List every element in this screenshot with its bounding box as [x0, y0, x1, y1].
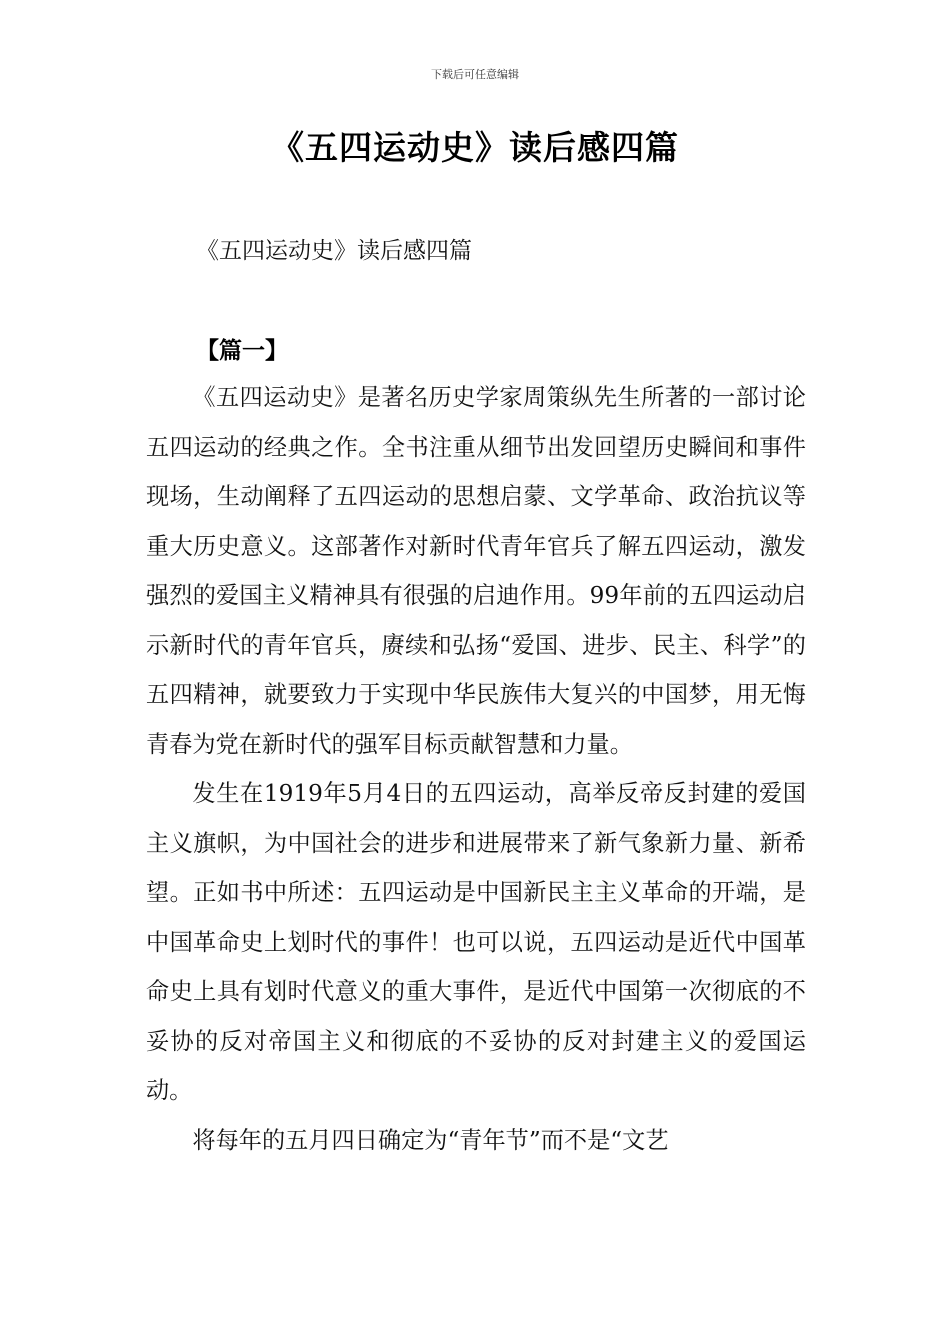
paragraph: 《五四运动史》是著名历史学家周策纵先生所著的一部讨论五四运动的经典之作。全书注重从细节出发回望历史瞬间和事件现场，生动阐释了五四运动的思想启蒙、文学革命、政治抗议等重大历史意义。这部著作对新时代青年官兵了解五四运动，激发强烈的爱国主义精神具有很强的启迪作用。99年前的五四运动启示新时代的青年官兵，赓续和弘扬“爱国、进步、民主、科学”的五四精神，就要致力于实现中华民族伟大复兴的中国梦，用无悔青春为党在新时代的强军目标贡献智慧和力量。	[146, 384, 806, 758]
document-subtitle: 《五四运动史》读后感四篇	[196, 238, 472, 264]
document-title: 《五四运动史》读后感四篇	[271, 128, 679, 167]
section-label: 【篇一】	[196, 338, 288, 364]
paragraph: 发生在1919年5月4日的五四运动，高举反帝反封建的爱国主义旗帜，为中国社会的进步和进展带来了新气象新力量、新希望。正如书中所述：五四运动是中国新民主主义革命的开端，是中国革命史上划时代的事件！也可以说，五四运动是近代中国革命史上具有划时代意义的重大事件，是近代中国第一次彻底的不妥协的反对帝国主义和彻底的不妥协的反对封建主义的爱国运动。	[146, 780, 806, 1104]
paragraph: 将每年的五月四日确定为“青年节”而不是“文艺	[192, 1126, 669, 1154]
header-note: 下载后可任意编辑	[431, 68, 519, 81]
body-text	[146, 373, 806, 1165]
